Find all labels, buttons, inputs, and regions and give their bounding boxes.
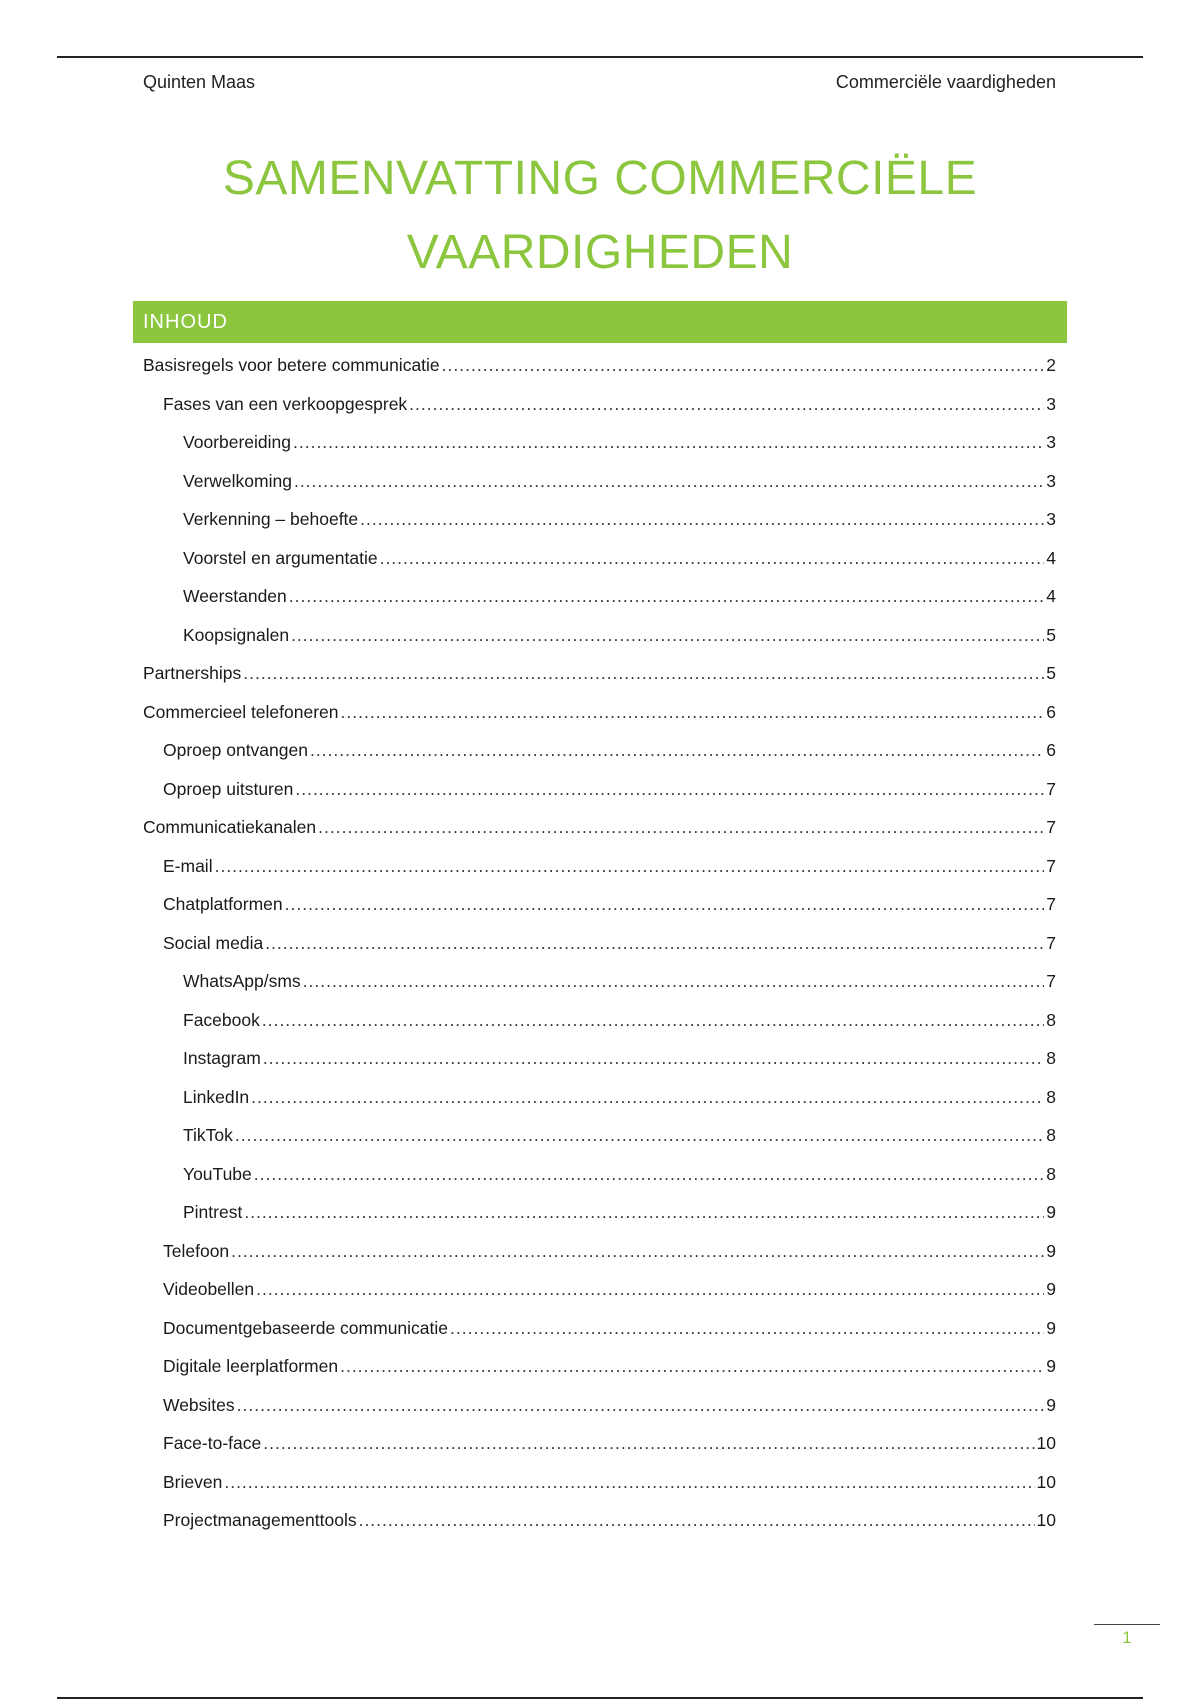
toc-entry-title: Social media: [163, 932, 264, 953]
toc-entry-page: 9: [1046, 1202, 1056, 1222]
toc-entry-title: LinkedIn: [183, 1086, 250, 1107]
toc-entry[interactable]: [143, 654, 1056, 693]
toc-dot-leader: [285, 885, 1045, 924]
toc-entry-page: 8: [1046, 1125, 1056, 1145]
toc-dot-leader: [263, 1039, 1044, 1078]
page-number-rule: [1094, 1624, 1160, 1625]
toc-dot-leader: [442, 346, 1045, 385]
toc-entry-title: Commercieel telefoneren: [143, 701, 339, 722]
toc-entry-title: Projectmanagementtools: [163, 1510, 357, 1530]
header-rule: [57, 56, 1143, 58]
toc-dot-leader: [294, 462, 1044, 501]
toc-entry-page: 10: [1036, 1510, 1056, 1530]
toc-entry[interactable]: [143, 1309, 1056, 1348]
toc-entry-page: 9: [1046, 1240, 1056, 1261]
toc-entry-title: Basisregels voor betere communicatie: [143, 355, 440, 375]
toc-entry[interactable]: [143, 1232, 1056, 1271]
toc-dot-leader: [265, 924, 1044, 963]
toc-dot-leader: [303, 962, 1045, 1001]
toc-entry[interactable]: [143, 346, 1056, 385]
toc-entry[interactable]: [143, 731, 1056, 770]
toc-entry[interactable]: [143, 1463, 1056, 1502]
toc-entry[interactable]: [143, 847, 1056, 886]
toc-entry-title: WhatsApp/sms: [183, 971, 301, 991]
toc-entry[interactable]: [143, 1386, 1056, 1425]
toc-entry-page: 4: [1046, 586, 1056, 606]
toc-entry[interactable]: [143, 1424, 1056, 1463]
toc-entry[interactable]: [143, 462, 1056, 501]
toc-entry-page: 5: [1046, 663, 1056, 683]
toc-dot-leader: [289, 577, 1044, 616]
toc-dot-leader: [380, 539, 1045, 578]
header-subject: Commerciële vaardigheden: [835, 72, 1056, 92]
toc-entry[interactable]: [143, 385, 1056, 424]
toc-entry[interactable]: [143, 577, 1056, 616]
toc-entry-title: Telefoon: [163, 1240, 230, 1261]
toc-entry-title: Weerstanden: [183, 586, 287, 606]
toc-dot-leader: [224, 1463, 1034, 1502]
toc-entry-page: 7: [1046, 778, 1056, 799]
toc-entry-page: 5: [1046, 624, 1056, 645]
toc-entry-title: Digitale leerplatformen: [163, 1356, 339, 1376]
toc-entry-title: Fases van een verkoopgesprek: [163, 393, 408, 414]
toc-dot-leader: [254, 1155, 1044, 1194]
toc-entry-page: 4: [1046, 547, 1056, 568]
toc-entry-title: Instagram: [183, 1048, 261, 1068]
toc-entry-page: 3: [1046, 393, 1056, 414]
toc-dot-leader: [244, 1193, 1044, 1232]
toc-entry-page: 7: [1046, 971, 1056, 991]
toc-entry[interactable]: [143, 1193, 1056, 1232]
toc-entry-title: TikTok: [183, 1125, 233, 1145]
toc-entry-title: Face-to-face: [163, 1433, 262, 1453]
toc-entry-page: 8: [1046, 1163, 1056, 1184]
toc-dot-leader: [450, 1309, 1044, 1348]
document-title-line-1: SAMENVATTING COMMERCIËLE: [222, 152, 978, 205]
toc-entry[interactable]: [143, 1501, 1056, 1540]
toc-dot-leader: [360, 500, 1044, 539]
toc-dot-leader: [215, 847, 1045, 886]
toc-entry[interactable]: [143, 539, 1056, 578]
toc-entry[interactable]: [143, 1155, 1056, 1194]
toc-entry-page: 9: [1046, 1394, 1056, 1415]
toc-dot-leader: [243, 654, 1044, 693]
toc-entry-title: Videobellen: [163, 1279, 255, 1299]
toc-entry-page: 2: [1046, 355, 1056, 375]
toc-dot-leader: [340, 1347, 1044, 1386]
toc-entry-title: Pintrest: [183, 1202, 243, 1222]
toc-entry-page: 9: [1046, 1356, 1056, 1376]
toc-entry-title: Communicatiekanalen: [143, 817, 317, 837]
toc-heading: INHOUD: [143, 311, 228, 333]
header-author: Quinten Maas: [143, 72, 256, 92]
toc-entry[interactable]: [143, 770, 1056, 809]
toc-entry-page: 8: [1046, 1009, 1056, 1030]
toc-heading-band: [133, 301, 1067, 343]
toc-entry-page: 7: [1046, 817, 1056, 837]
toc-entry[interactable]: [143, 1347, 1056, 1386]
toc-entry-title: Voorstel en argumentatie: [183, 547, 378, 568]
toc-dot-leader: [237, 1386, 1045, 1425]
document-title: [133, 142, 1067, 290]
toc-dot-leader: [359, 1501, 1035, 1540]
toc-entry-title: Koopsignalen: [183, 624, 290, 645]
toc-entry-title: Documentgebaseerde communicatie: [163, 1317, 449, 1338]
toc-dot-leader: [341, 693, 1045, 732]
toc-entry[interactable]: [143, 500, 1056, 539]
toc-entry[interactable]: [143, 962, 1056, 1001]
toc-dot-leader: [231, 1232, 1044, 1271]
toc-dot-leader: [263, 1424, 1034, 1463]
toc-entry-title: Oproep uitsturen: [163, 778, 294, 799]
toc-dot-leader: [295, 770, 1044, 809]
toc-entry-page: 7: [1046, 894, 1056, 914]
toc-entry-title: Chatplatformen: [163, 894, 283, 914]
toc-dot-leader: [256, 1270, 1044, 1309]
toc-entry-page: 8: [1046, 1048, 1056, 1068]
toc-entry-title: Voorbereiding: [183, 432, 291, 452]
toc-entry[interactable]: [143, 885, 1056, 924]
page-number: 1: [1122, 1628, 1132, 1647]
toc-entry-title: E-mail: [163, 855, 213, 876]
toc-entry[interactable]: [143, 808, 1056, 847]
toc-dot-leader: [293, 423, 1044, 462]
toc-entry-page: 7: [1046, 932, 1056, 953]
toc-entry-page: 10: [1036, 1471, 1056, 1492]
toc-dot-leader: [318, 808, 1044, 847]
toc-entry[interactable]: [143, 616, 1056, 655]
toc-entry[interactable]: [143, 1270, 1056, 1309]
toc-dot-leader: [291, 616, 1044, 655]
toc-entry-title: Partnerships: [143, 663, 242, 683]
toc-entry[interactable]: [143, 693, 1056, 732]
toc-entry-title: Websites: [163, 1394, 235, 1415]
toc-entry[interactable]: [143, 1001, 1056, 1040]
toc-entry-page: 3: [1046, 470, 1056, 491]
toc-dot-leader: [235, 1116, 1044, 1155]
toc-dot-leader: [310, 731, 1044, 770]
toc-entry-title: Oproep ontvangen: [163, 740, 308, 760]
toc-dot-leader: [262, 1001, 1044, 1040]
toc-entry[interactable]: [143, 1116, 1056, 1155]
document-title-line-2: VAARDIGHEDEN: [406, 226, 794, 279]
toc-entry-page: 9: [1046, 1279, 1056, 1299]
toc-entry-title: Brieven: [163, 1471, 223, 1492]
toc-entry-title: YouTube: [183, 1163, 252, 1184]
toc-entry-page: 7: [1046, 855, 1056, 876]
toc-entry[interactable]: [143, 924, 1056, 963]
toc-entry-title: Verkenning – behoefte: [183, 509, 359, 529]
toc-entry-page: 6: [1046, 701, 1056, 722]
toc-entry-page: 9: [1046, 1317, 1056, 1338]
toc-entry-title: Facebook: [183, 1009, 260, 1030]
footer-rule: [57, 1697, 1143, 1699]
toc-entry-page: 3: [1046, 509, 1056, 529]
toc-entry-page: 6: [1046, 740, 1056, 760]
toc-entry[interactable]: [143, 1039, 1056, 1078]
toc-dot-leader: [409, 385, 1044, 424]
toc-dot-leader: [251, 1078, 1044, 1117]
table-of-contents: [143, 346, 1056, 1540]
toc-entry[interactable]: [143, 423, 1056, 462]
toc-entry-page: 8: [1046, 1086, 1056, 1107]
toc-entry-page: 3: [1046, 432, 1056, 452]
toc-entry-title: Verwelkoming: [183, 470, 292, 491]
toc-entry-page: 10: [1036, 1433, 1056, 1453]
toc-entry[interactable]: [143, 1078, 1056, 1117]
